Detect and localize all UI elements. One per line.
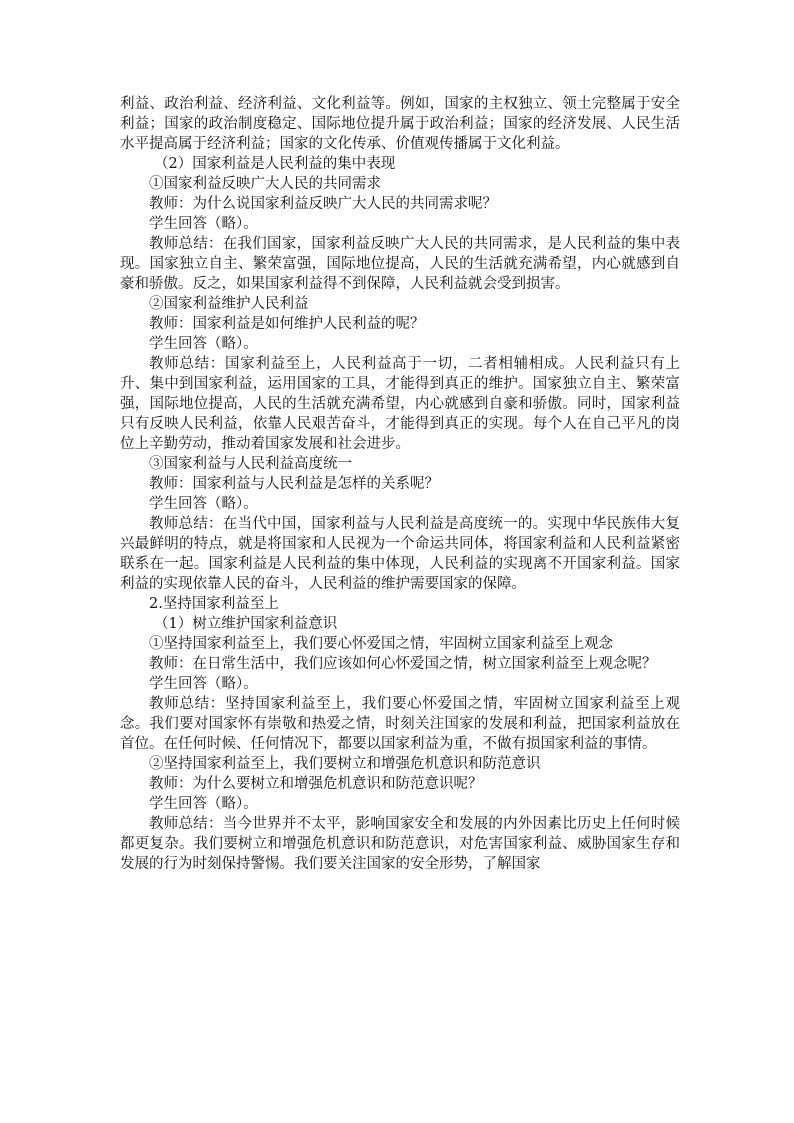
paragraph: 学生回答（略）。 — [149, 496, 258, 512]
paragraph: ②坚持国家利益至上，我们要树立和增强危机意识和防范意识 — [149, 756, 541, 772]
paragraph: 教师总结：当今世界并不太平，影响国家安全和发展的内外因素比历史上任何时候都更复杂。我们要树立和增强危机意识和防范意识，对危害国家利益、威胁国家生存和发展的行为时刻保持警惕。我们要关注国家的安全形势，了解国家 — [120, 816, 680, 872]
paragraph: 教师：为什么要树立和增强危机意识和防范意识呢？ — [149, 776, 483, 792]
paragraph: ②国家利益维护人民利益 — [149, 296, 309, 312]
paragraph: ①坚持国家利益至上，我们要心怀爱国之情，牢固树立国家利益至上观念 — [149, 636, 613, 652]
paragraph: 利益、政治利益、经济利益、文化利益等。例如，国家的主权独立、领土完整属于安全利益；国家的政治制度稳定、国际地位提升属于政治利益；国家的经济发展、人民生活水平提高属于经济利益；国家的文化传承、价值观传播属于文化利益。 — [120, 96, 680, 152]
paragraph: 教师：国家利益是如何维护人民利益的呢？ — [149, 316, 425, 332]
document-page — [120, 94, 680, 874]
paragraph: 学生回答（略）。 — [149, 336, 258, 352]
paragraph: 教师总结：在当代中国，国家利益与人民利益是高度统一的。实现中华民族伟大复兴最鲜明的特点，就是将国家和人民视为一个命运共同体，将国家利益和人民利益紧密联系在一起。国家利益是人民利益的集中体现，人民利益的实现离不开国家利益。国家利益的实现依靠人民的奋斗，人民利益的维护需要国家的保障。 — [120, 516, 680, 592]
paragraph: 学生回答（略）。 — [149, 796, 258, 812]
paragraph: 教师总结：坚持国家利益至上，我们要心怀爱国之情，牢固树立国家利益至上观念。我们要对国家怀有崇敬和热爱之情，时刻关注国家的发展和利益，把国家利益放在首位。在任何时候、任何情况下，都要以国家利益为重，不做有损国家利益的事情。 — [120, 696, 680, 752]
paragraph: （2）国家利益是人民利益的集中表现 — [154, 156, 396, 172]
paragraph: （1）树立维护国家利益意识 — [154, 616, 338, 632]
paragraph: 教师：为什么说国家利益反映广大人民的共同需求呢？ — [149, 196, 497, 212]
paragraph: 2.坚持国家利益至上 — [149, 596, 279, 612]
paragraph: ③国家利益与人民利益高度统一 — [149, 456, 352, 472]
paragraph: 学生回答（略）。 — [149, 676, 258, 692]
paragraph: 学生回答（略）。 — [149, 216, 258, 232]
paragraph: ①国家利益反映广大人民的共同需求 — [149, 176, 381, 192]
paragraph: 教师总结：国家利益至上，人民利益高于一切，二者相辅相成。人民利益只有上升、集中到国家利益，运用国家的工具，才能得到真正的维护。国家独立自主、繁荣富强，国际地位提高，人民的生活就充满希望，内心就感到自豪和骄傲。同时，国家利益只有反映人民利益，依靠人民艰苦奋斗，才能得到真正的实现。每个人在自己平凡的岗位上辛勤劳动，推动着国家发展和社会进步。 — [120, 356, 680, 452]
paragraph: 教师：在日常生活中，我们应该如何心怀爱国之情，树立国家利益至上观念呢？ — [149, 656, 657, 672]
paragraph: 教师总结：在我们国家，国家利益反映广大人民的共同需求，是人民利益的集中表现。国家独立自主、繁荣富强，国际地位提高，人民的生活就充满希望，内心就感到自豪和骄傲。反之，如果国家利益得不到保障，人民利益就会受到损害。 — [120, 236, 680, 292]
paragraph: 教师：国家利益与人民利益是怎样的关系呢？ — [149, 476, 439, 492]
